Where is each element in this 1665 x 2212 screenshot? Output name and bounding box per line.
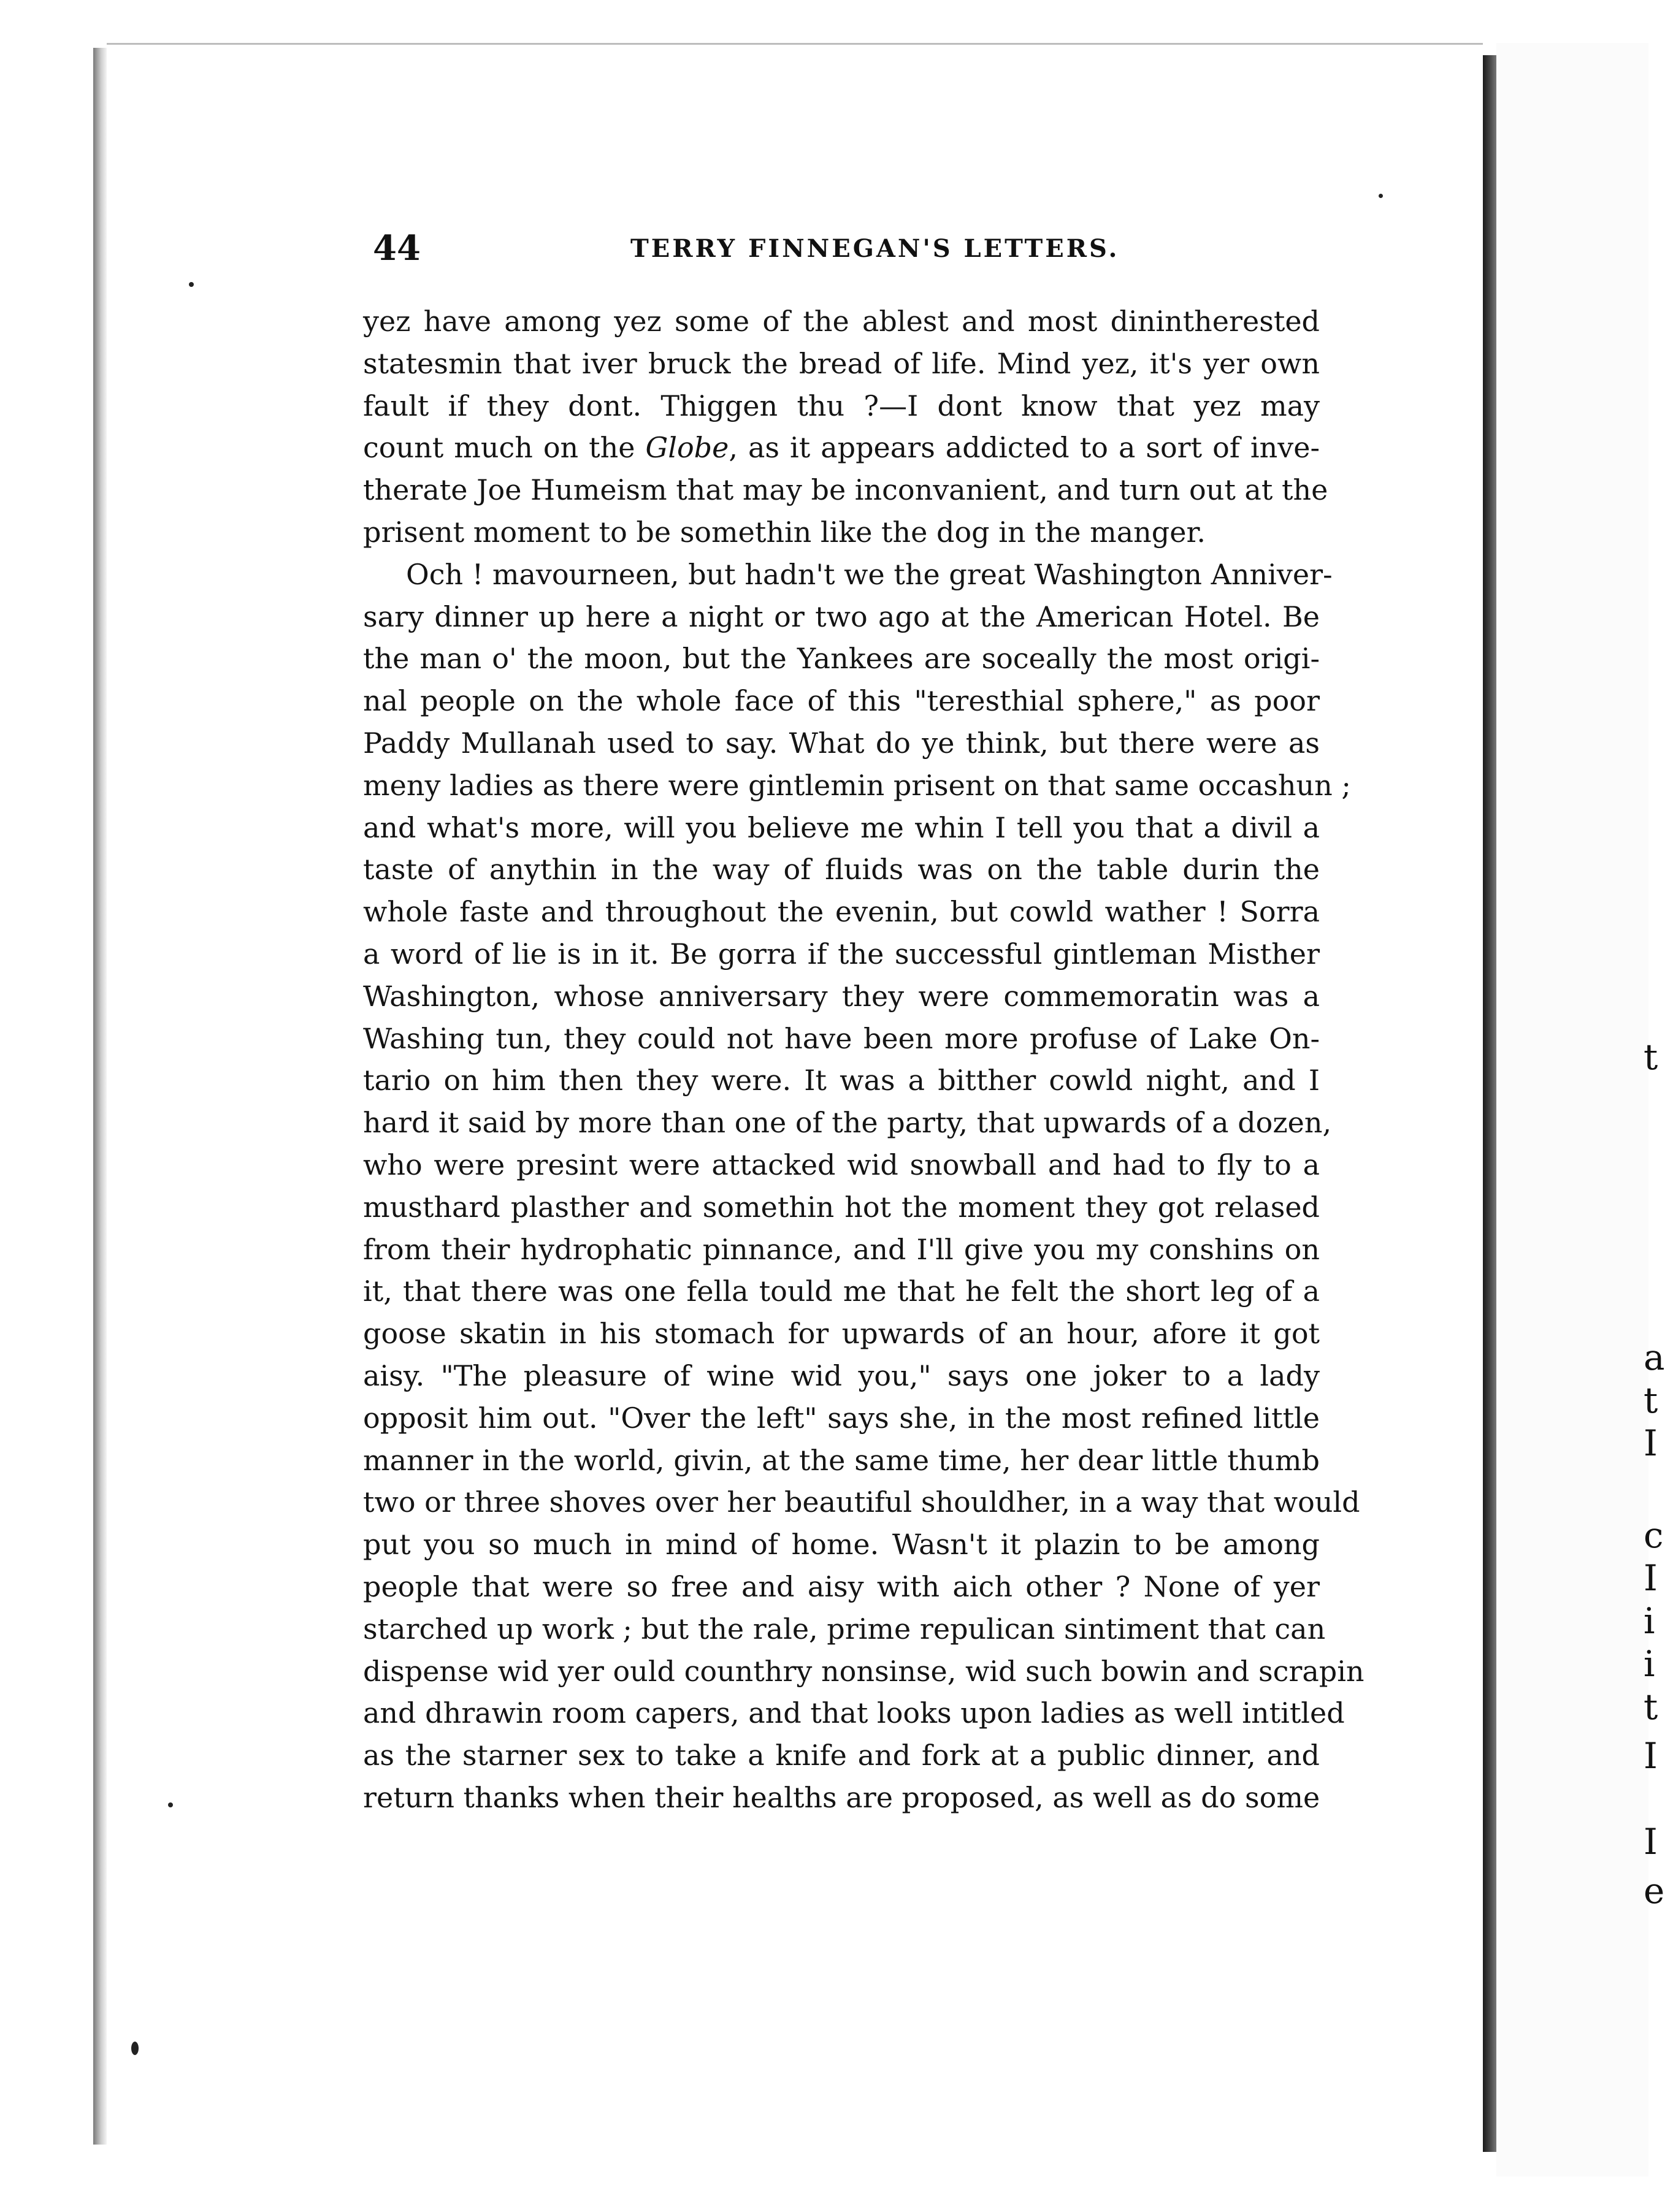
- text-line: people that were so free and aisy with aich other ? None of yer: [363, 1569, 1320, 1603]
- text-line: two or three shoves over her beautiful shouldher, in a way that would: [363, 1485, 1360, 1519]
- text-line: Paddy Mullanah used to say. What do ye think, but there were as: [363, 726, 1320, 760]
- body-text: [363, 300, 1365, 1819]
- scan-speck: [168, 1802, 173, 1807]
- scan-speck: [1379, 194, 1383, 198]
- text-line: put you so much in mind of home. Wasn't it plazin to be among: [363, 1528, 1320, 1562]
- book-left-edge: [93, 48, 107, 2145]
- next-page-char: a: [1644, 1337, 1665, 1378]
- text-line: and what's more, will you believe me whin I tell you that a divil a: [363, 810, 1320, 844]
- page-header: [373, 228, 1322, 277]
- text-line: Och ! mavourneen, but hadn't we the great Washington Anniver-: [406, 557, 1333, 591]
- next-page-edge: [1496, 43, 1665, 2176]
- text-line: nal people on the whole face of this "teresthial sphere," as poor: [363, 684, 1320, 718]
- text-line: sary dinner up here a night or two ago at the American Hotel. Be: [363, 600, 1320, 633]
- text-line: opposit him out. "Over the left" says she, in the most refined little: [363, 1401, 1320, 1435]
- text-line: the man o' the moon, but the Yankees are soceally the most origi-: [363, 642, 1320, 676]
- text-line: statesmin that iver bruck the bread of life. Mind yez, it's yer own: [363, 346, 1320, 380]
- text-line: yez have among yez some of the ablest and most dinintherested: [363, 305, 1320, 338]
- text-line: hard it said by more than one of the party, that upwards of a dozen,: [363, 1106, 1332, 1140]
- text-line: fault if they dont. Thiggen thu ?—I dont know that yez may: [363, 389, 1320, 422]
- next-page-char: t: [1644, 1036, 1658, 1078]
- text-line: aisy. "The pleasure of wine wid you," says one joker to a lady: [363, 1359, 1320, 1392]
- page-number: 44: [373, 228, 421, 269]
- text-line: therate Joe Humeism that may be inconvanient, and turn out at the: [363, 473, 1328, 507]
- next-page-char: I: [1644, 1821, 1658, 1863]
- next-page-char: I: [1644, 1735, 1658, 1777]
- text-line: who were presint were attacked wid snowball and had to fly to a: [363, 1148, 1320, 1181]
- next-page-char: t: [1644, 1379, 1658, 1421]
- next-page-char: t: [1644, 1686, 1658, 1728]
- next-page-char: I: [1644, 1422, 1658, 1464]
- text-line: as the starner sex to take a knife and fork at a public dinner, and: [363, 1739, 1320, 1772]
- text-line: and dhrawin room capers, and that looks upon ladies as well intitled: [363, 1696, 1345, 1730]
- next-page-char: c: [1644, 1514, 1664, 1556]
- text-line: tario on him then they were. It was a bitther cowld night, and I: [363, 1064, 1320, 1097]
- scan-speck: [131, 2042, 139, 2055]
- text-line: it, that there was one fella tould me that he felt the short leg of a: [363, 1275, 1320, 1308]
- text-line: meny ladies as there were gintlemin prisent on that same occashun ;: [363, 768, 1351, 802]
- text-line: manner in the world, givin, at the same time, her dear little thumb: [363, 1443, 1320, 1477]
- text-line: goose skatin in his stomach for upwards of an hour, afore it got: [363, 1317, 1320, 1351]
- text-line: Washington, whose anniversary they were commemoratin was a: [363, 979, 1320, 1013]
- text-line: count much on the Globe, as it appears addicted to a sort of inve-: [363, 431, 1320, 465]
- text-line: a word of lie is in it. Be gorra if the successful gintleman Misther: [363, 937, 1320, 971]
- text-line: dispense wid yer ould counthry nonsinse, wid such bowin and scrapin: [363, 1654, 1365, 1688]
- text-line: return thanks when their healths are proposed, as well as do some: [363, 1780, 1320, 1814]
- next-page-char: i: [1644, 1600, 1655, 1642]
- text-line: Washing tun, they could not have been more profuse of Lake On-: [363, 1021, 1320, 1055]
- book-gutter: [1483, 55, 1496, 2152]
- text-line: whole faste and throughout the evenin, but cowld wather ! Sorra: [363, 895, 1320, 929]
- text-line: taste of anythin in the way of fluids was on the table durin the: [363, 853, 1320, 887]
- next-page-char: e: [1644, 1870, 1665, 1912]
- text-line: musthard plasther and somethin hot the moment they got relased: [363, 1190, 1320, 1224]
- scan-speck: [189, 282, 194, 287]
- next-page-char: I: [1644, 1557, 1658, 1599]
- text-line: from their hydrophatic pinnance, and I'll give you my conshins on: [363, 1232, 1320, 1266]
- text-line: prisent moment to be somethin like the dog in the manger.: [363, 515, 1206, 549]
- text-line: starched up work ; but the rale, prime repulican sintiment that can: [363, 1612, 1326, 1646]
- running-title: TERRY FINNEGAN'S LETTERS.: [630, 234, 1120, 263]
- next-page-char: i: [1644, 1643, 1655, 1685]
